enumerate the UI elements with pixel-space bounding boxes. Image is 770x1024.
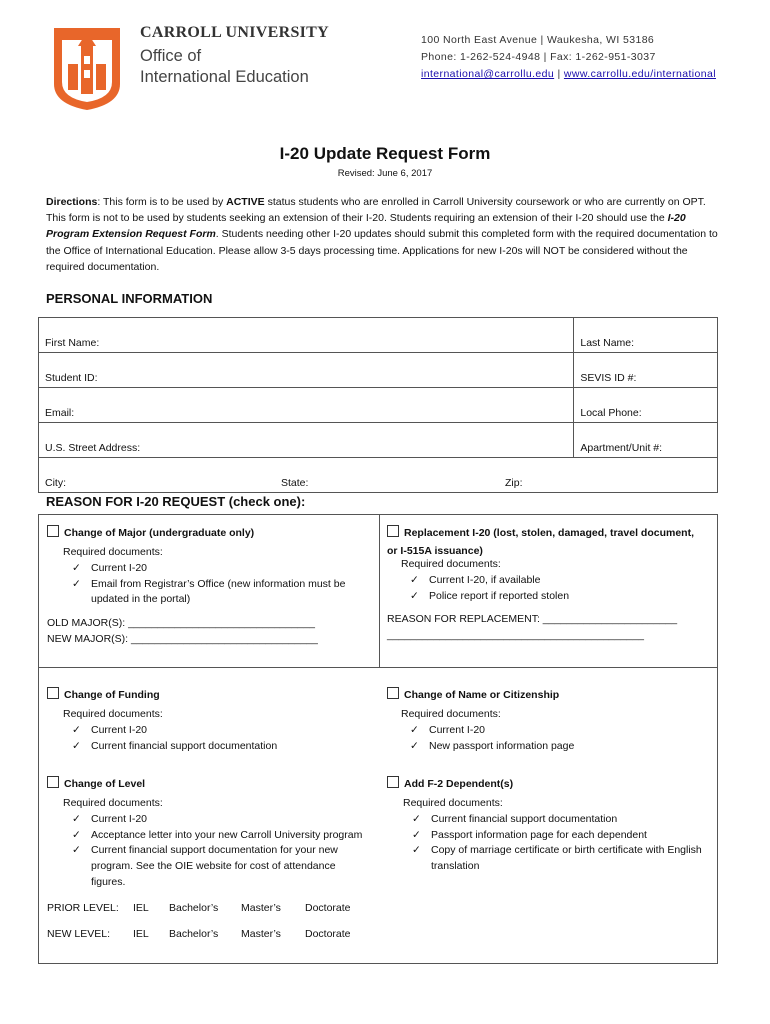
check-icon: ✓ bbox=[410, 589, 419, 602]
doc-text: Current I-20, if available bbox=[429, 573, 541, 586]
student-id-field[interactable]: Student ID: bbox=[39, 353, 574, 388]
city-field[interactable]: City: bbox=[45, 477, 66, 489]
row-divider bbox=[39, 667, 717, 668]
required-docs-label: Required documents: bbox=[63, 546, 163, 558]
check-icon: ✓ bbox=[410, 739, 419, 752]
required-docs-label: Required documents: bbox=[401, 558, 501, 570]
check-icon: ✓ bbox=[412, 828, 421, 841]
website-link[interactable]: www.carrollu.edu/international bbox=[563, 68, 716, 80]
directions-label: Directions bbox=[46, 196, 98, 208]
required-docs-label: Required documents: bbox=[403, 797, 503, 809]
doc-item bbox=[63, 723, 372, 739]
prior-level-row bbox=[47, 901, 372, 917]
check-icon: ✓ bbox=[72, 828, 81, 841]
checkbox-change-level[interactable] bbox=[47, 776, 59, 788]
carroll-logo bbox=[52, 26, 122, 112]
check-icon: ✓ bbox=[72, 577, 81, 590]
doc-text: Current I-20 bbox=[91, 723, 148, 736]
apartment-field[interactable]: Apartment/Unit #: bbox=[574, 423, 718, 458]
doc-item bbox=[403, 828, 712, 844]
office-line-1: Office of bbox=[140, 47, 202, 65]
revised-date: Revised: June 6, 2017 bbox=[337, 168, 433, 179]
reason-heading: REASON FOR I-20 REQUEST (check one): bbox=[46, 494, 306, 509]
sevis-id-field[interactable]: SEVIS ID #: bbox=[574, 353, 718, 388]
doc-item bbox=[401, 739, 712, 755]
links-row bbox=[421, 66, 716, 83]
prior-level-label: PRIOR LEVEL: bbox=[47, 901, 119, 914]
reason-box bbox=[38, 514, 718, 964]
change-funding-title: Change of Funding bbox=[64, 689, 160, 701]
level-option-masters[interactable]: Master’s bbox=[241, 927, 281, 940]
check-icon: ✓ bbox=[72, 844, 81, 857]
doc-item bbox=[63, 828, 372, 844]
doc-item bbox=[63, 561, 372, 577]
doc-text: Current I-20 bbox=[429, 723, 486, 736]
phone-fax: Phone: 1-262-524-4948 | Fax: 1-262-951-3037 bbox=[421, 51, 656, 63]
email-link[interactable]: international@carrollu.edu bbox=[421, 68, 555, 80]
old-major-line[interactable]: OLD MAJOR(S): ________________________________ bbox=[47, 617, 315, 630]
checkbox-change-name[interactable] bbox=[387, 687, 399, 699]
form-title: I-20 Update Request Form bbox=[279, 144, 491, 163]
doc-item bbox=[63, 739, 372, 755]
option-add-f2 bbox=[387, 776, 712, 875]
doc-text: Email from Registrar’s Office (new information must be updated in the portal) bbox=[91, 577, 346, 606]
contact-block bbox=[421, 32, 716, 83]
option-replacement bbox=[387, 525, 712, 644]
required-docs-label: Required documents: bbox=[401, 708, 501, 720]
new-level-label: NEW LEVEL: bbox=[47, 927, 111, 940]
doc-text: Acceptance letter into your new Carroll University program bbox=[91, 828, 363, 841]
personal-info-table bbox=[38, 317, 718, 493]
doc-text: Current financial support documentation for your new program. See the OIE website for cost of attendance figures. bbox=[91, 844, 338, 888]
option-change-major bbox=[47, 525, 372, 648]
level-option-masters[interactable]: Master’s bbox=[241, 901, 281, 914]
doc-text: Current financial support documentation bbox=[91, 739, 278, 752]
check-icon: ✓ bbox=[412, 844, 421, 857]
personal-info-heading: PERSONAL INFORMATION bbox=[46, 291, 213, 306]
check-icon: ✓ bbox=[72, 723, 81, 736]
required-docs-label: Required documents: bbox=[63, 708, 163, 720]
option-change-name bbox=[387, 687, 712, 754]
doc-item bbox=[63, 812, 372, 828]
checkbox-change-major[interactable] bbox=[47, 525, 59, 537]
replacement-title-2: or I-515A issuance) bbox=[387, 545, 483, 557]
doc-item bbox=[63, 843, 372, 890]
doc-text: Police report if reported stolen bbox=[429, 589, 570, 602]
local-phone-field[interactable]: Local Phone: bbox=[574, 388, 718, 423]
checkbox-change-funding[interactable] bbox=[47, 687, 59, 699]
doc-text: Passport information page for each dependent bbox=[431, 828, 647, 841]
street-address-field[interactable]: U.S. Street Address: bbox=[39, 423, 574, 458]
check-icon: ✓ bbox=[72, 812, 81, 825]
check-icon: ✓ bbox=[410, 723, 419, 736]
option-change-level bbox=[47, 776, 372, 942]
email-field[interactable]: Email: bbox=[39, 388, 574, 423]
check-icon: ✓ bbox=[72, 739, 81, 752]
check-icon: ✓ bbox=[412, 812, 421, 825]
checkbox-replacement[interactable] bbox=[387, 525, 399, 537]
required-docs-label: Required documents: bbox=[63, 797, 163, 809]
doc-item bbox=[403, 843, 712, 875]
address: 100 North East Avenue | Waukesha, WI 53186 bbox=[421, 34, 655, 46]
directions-text: . Students needing other I-20 updates should submit this completed form with the required documentation to the Office of International Education. Please allow 3-5 days processing time. Applications for new I-20s will NOT be considered without the required documentation. bbox=[46, 228, 718, 273]
column-divider bbox=[379, 515, 380, 667]
level-option-iel[interactable]: IEL bbox=[133, 927, 149, 940]
doc-text: Current I-20 bbox=[91, 812, 148, 825]
doc-item bbox=[401, 589, 712, 605]
doc-item bbox=[401, 723, 712, 739]
replacement-title: Replacement I-20 (lost, stolen, damaged, travel document, bbox=[404, 527, 694, 539]
new-major-line[interactable]: NEW MAJOR(S): ________________________________ bbox=[47, 632, 318, 645]
directions-text: status students who are enrolled in Carroll University coursework or who are currently on OPT. This form is not to be used by students seeking an extension of their I-20. Students requiring an extension of their I-20 should use the bbox=[46, 196, 706, 225]
option-change-funding bbox=[47, 687, 372, 754]
check-icon: ✓ bbox=[410, 573, 419, 586]
state-field[interactable]: State: bbox=[281, 477, 309, 489]
doc-item bbox=[401, 573, 712, 589]
doc-item bbox=[63, 577, 372, 609]
level-option-bachelors[interactable]: Bachelor’s bbox=[169, 901, 219, 914]
doc-item bbox=[403, 812, 712, 828]
change-name-title: Change of Name or Citizenship bbox=[404, 689, 560, 701]
add-f2-title: Add F-2 Dependent(s) bbox=[404, 778, 514, 790]
office-name bbox=[140, 46, 309, 88]
level-option-doctorate[interactable]: Doctorate bbox=[305, 927, 351, 940]
extension-form-name: I-20 Program Extension Request Form bbox=[46, 212, 686, 241]
new-level-row bbox=[47, 927, 372, 943]
level-option-iel[interactable]: IEL bbox=[133, 901, 149, 914]
active-emphasis: ACTIVE bbox=[226, 196, 265, 208]
first-name-field[interactable]: First Name: bbox=[39, 318, 574, 353]
university-name: CARROLL UNIVERSITY bbox=[140, 24, 329, 41]
zip-field[interactable]: Zip: bbox=[505, 477, 523, 489]
directions-text: : This form is to be used by bbox=[97, 196, 227, 208]
directions bbox=[46, 194, 726, 275]
checkbox-add-f2[interactable] bbox=[387, 776, 399, 788]
change-level-title: Change of Level bbox=[64, 778, 146, 790]
city-state-zip-row bbox=[39, 458, 718, 493]
last-name-field[interactable]: Last Name: bbox=[574, 318, 718, 353]
doc-text: Current I-20 bbox=[91, 561, 148, 574]
link-separator: | bbox=[554, 68, 564, 80]
level-option-bachelors[interactable]: Bachelor’s bbox=[169, 927, 219, 940]
replacement-blank-line[interactable]: ____________________________________________ bbox=[387, 629, 644, 642]
doc-text: New passport information page bbox=[429, 739, 575, 752]
doc-text: Current financial support documentation bbox=[431, 812, 618, 825]
check-icon: ✓ bbox=[72, 561, 81, 574]
replacement-reason-line[interactable]: REASON FOR REPLACEMENT: _______________________ bbox=[387, 613, 678, 626]
change-major-title: Change of Major (undergraduate only) bbox=[64, 527, 255, 539]
office-line-2: International Education bbox=[140, 68, 309, 86]
doc-text: Copy of marriage certificate or birth certificate with English translation bbox=[431, 844, 702, 873]
level-option-doctorate[interactable]: Doctorate bbox=[305, 901, 351, 914]
